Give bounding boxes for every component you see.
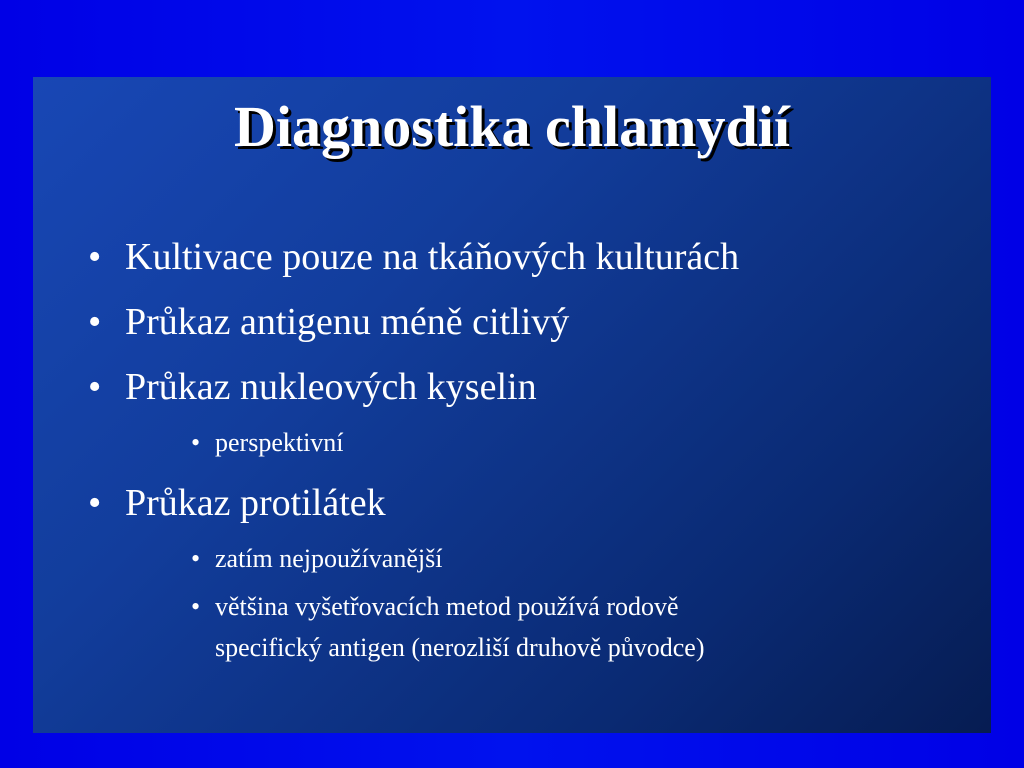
bullet-icon: • [191, 544, 201, 573]
sub-bullet-item [191, 427, 344, 458]
bullet-item [88, 365, 537, 409]
bullet-item [88, 481, 386, 525]
bullet-icon: • [191, 428, 201, 457]
bullet-icon: • [88, 236, 102, 278]
bullet-text: většina vyšetřovacích metod používá rodově [215, 592, 679, 621]
slide-title: Diagnostika chlamydií [234, 94, 790, 159]
sub-bullet-item [191, 591, 679, 622]
bullet-text: perspektivní [215, 428, 344, 457]
bullet-text: specifický antigen (nerozliší druhově původce) [215, 633, 705, 662]
bullet-item [88, 235, 740, 279]
bullet-icon: • [88, 482, 102, 524]
bullet-text: zatím nejpoužívanější [215, 544, 443, 573]
sub-bullet-continuation [215, 632, 705, 663]
bullet-item [88, 300, 570, 344]
bullet-icon: • [88, 366, 102, 408]
bullet-text: Průkaz antigenu méně citlivý [125, 301, 570, 343]
bullet-text: Průkaz nukleových kyselin [125, 366, 537, 408]
sub-bullet-item [191, 543, 443, 574]
bullet-icon: • [88, 301, 102, 343]
bullet-text: Kultivace pouze na tkáňových kulturách [125, 236, 740, 278]
bullet-icon: • [191, 592, 201, 621]
bullet-text: Průkaz protilátek [125, 482, 386, 524]
